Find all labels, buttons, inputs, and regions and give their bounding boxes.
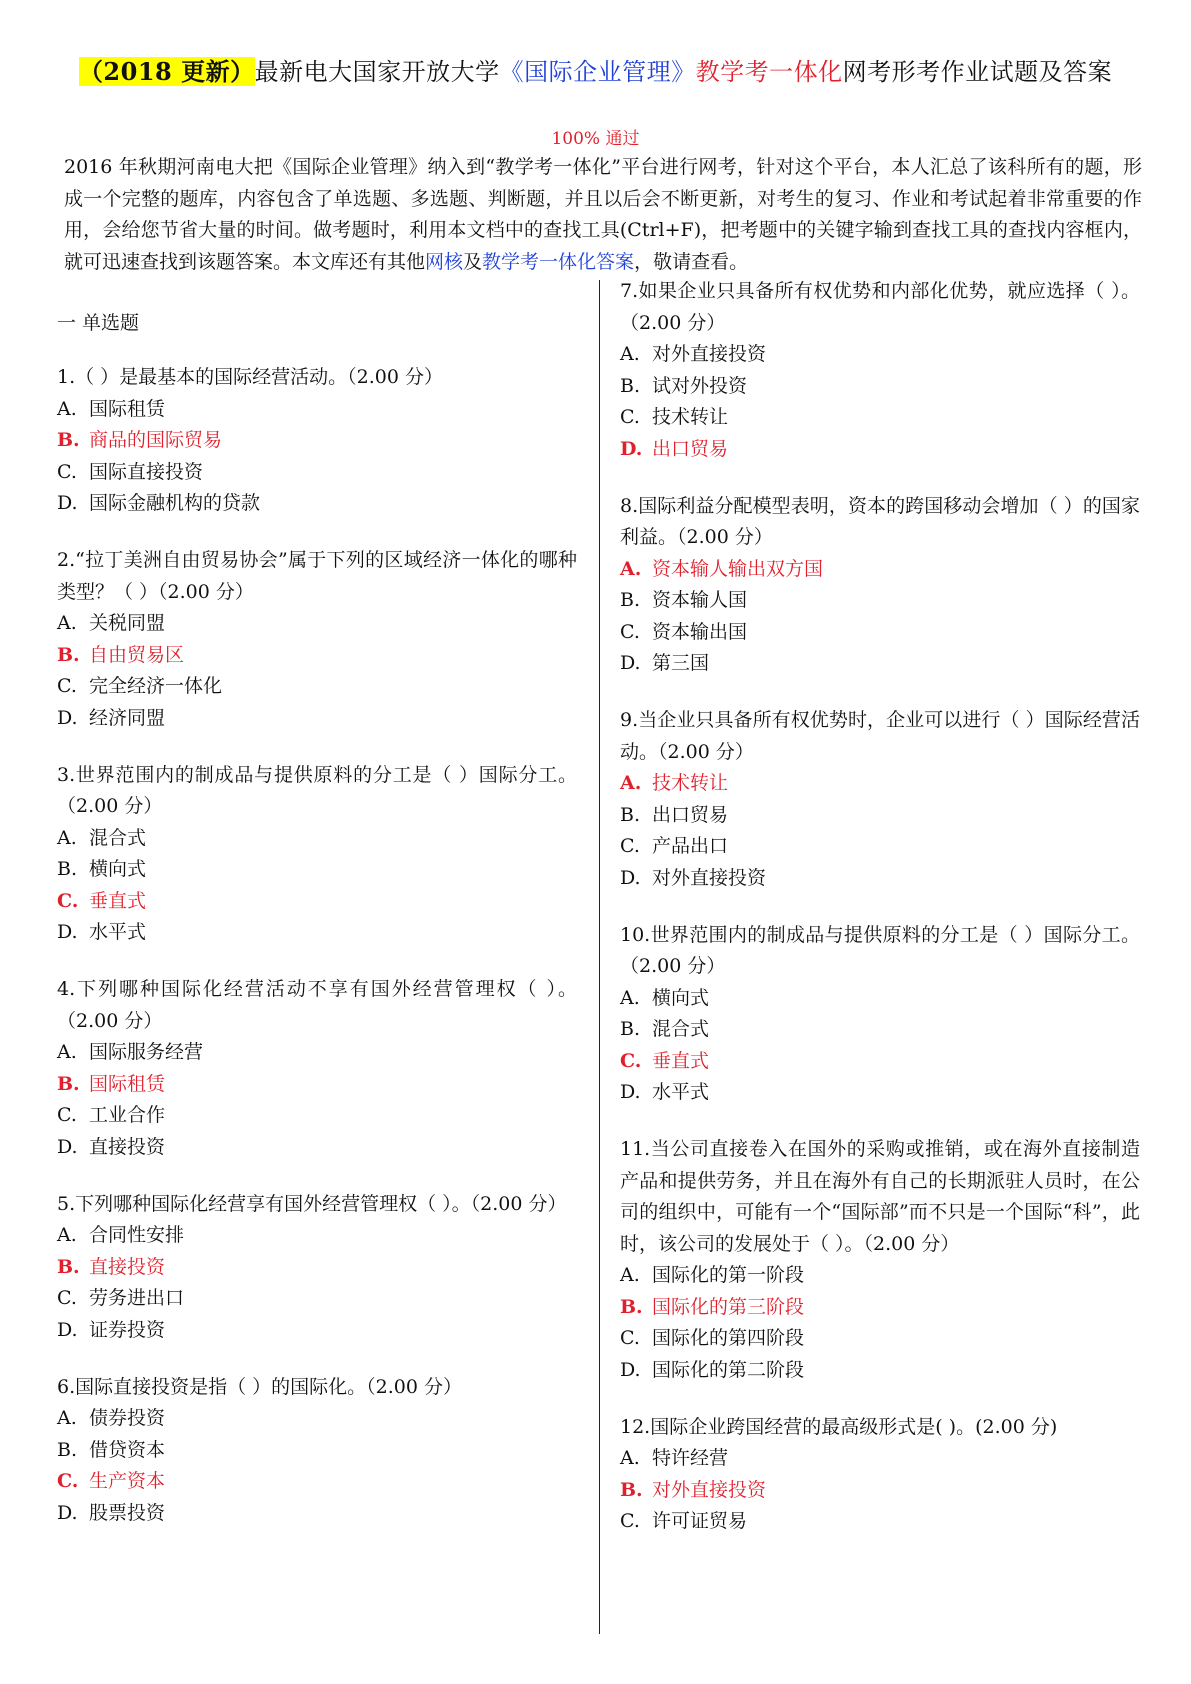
- answer-option: [57, 1498, 577, 1530]
- option-letter: B.: [57, 858, 78, 880]
- option-letter: C.: [57, 889, 79, 912]
- answer-option: [57, 608, 577, 640]
- answer-option: [57, 1283, 577, 1315]
- section-title: 一 单选题: [57, 312, 140, 334]
- option-letter: A.: [620, 1264, 640, 1286]
- intro-ending: ，敬请查看。: [634, 250, 749, 273]
- option-letter: A.: [620, 557, 642, 580]
- option-text: 对外直接投资: [652, 343, 767, 365]
- answer-option: [57, 1435, 577, 1467]
- intro-conjunction: 及: [463, 250, 483, 273]
- option-letter: B.: [620, 803, 641, 826]
- update-badge: （2018 更新）: [78, 57, 255, 86]
- option-letter: A.: [620, 343, 640, 365]
- option-letter: A.: [57, 826, 77, 849]
- option-letter: B.: [57, 429, 80, 451]
- option-text: 经济同盟: [89, 706, 166, 729]
- option-text: 出口贸易: [652, 437, 729, 460]
- option-letter: D.: [620, 437, 643, 460]
- question-stem: 11.当公司直接卷入在国外的采购或推销，或在海外直接制造产品和提供劳务，并且在海外有自己的长期派驻人员时，在公司的组织中，可能有一个“国际部”而不只是一个国际“科”，此时，该公司的发展处于（ ）。（2.00 分）: [620, 1138, 1140, 1255]
- option-text: 混合式: [89, 826, 147, 849]
- option-text: 资本输人国: [652, 589, 748, 611]
- question-stem: 3.世界范围内的制成品与提供原料的分工是（ ）国际分工。（2.00 分）: [57, 763, 577, 817]
- answer-option: [620, 648, 1140, 680]
- question: [57, 545, 577, 734]
- option-text: 资本输人输出双方国: [652, 557, 824, 580]
- option-text: 产品出口: [652, 835, 729, 857]
- option-letter: A.: [57, 397, 77, 420]
- answer-option: [57, 703, 577, 735]
- option-text: 自由贸易区: [89, 643, 185, 666]
- option-text: 横向式: [652, 986, 710, 1009]
- option-letter: D.: [57, 1501, 78, 1524]
- option-text: 国际化的第三阶段: [652, 1295, 805, 1318]
- answer-option: [620, 1443, 1140, 1475]
- option-text: 许可证贸易: [652, 1510, 748, 1532]
- option-text: 特许经营: [652, 1447, 729, 1469]
- column-divider: [599, 280, 600, 1634]
- question-stem: 9.当企业只具备所有权优势时，企业可以进行（ ）国际经营活动。（2.00 分）: [620, 709, 1140, 763]
- option-text: 对外直接投资: [652, 866, 767, 889]
- option-letter: D.: [57, 1135, 78, 1158]
- option-letter: D.: [620, 866, 641, 889]
- option-letter: B.: [620, 589, 641, 611]
- answer-option-correct: [620, 768, 1140, 800]
- option-letter: A.: [620, 986, 640, 1009]
- option-letter: A.: [620, 1447, 640, 1469]
- option-letter: B.: [620, 1478, 643, 1501]
- answer-option-correct: [57, 1252, 577, 1284]
- answer-option: [620, 800, 1140, 832]
- answer-option: [620, 339, 1140, 371]
- answer-option: [620, 617, 1140, 649]
- option-text: 垂直式: [652, 1049, 710, 1072]
- answer-option-correct: [57, 425, 577, 457]
- option-text: 工业合作: [89, 1104, 166, 1126]
- answer-option-correct: [57, 640, 577, 672]
- option-letter: A.: [57, 1407, 77, 1429]
- question: [57, 1189, 577, 1347]
- document-title: [0, 52, 1191, 87]
- question: [57, 1372, 577, 1530]
- intro-text: 2016 年秋期河南电大把《国际企业管理》纳入到“教学考一体化”平台进行网考，针对这个平台，本人汇总了该科所有的题，形成一个完整的题库，内容包含了单选题、多选题、判断题，并且以后会不断更新，对考生的复习、作业和考试起着非常重要的作用，会给您节省大量的时间。做考题时，利用本文档中的查找工具(Ctrl+F)，把考题中的关键字输到查找工具的查找内容框内，就可迅速查找到该题答案。本文库还有其他: [64, 156, 1142, 273]
- question-stem: 1.（ ）是最基本的国际经营活动。（2.00 分）: [57, 366, 444, 388]
- option-text: 国际化的第四阶段: [652, 1327, 805, 1349]
- option-letter: A.: [57, 1041, 77, 1063]
- option-text: 完全经济一体化: [89, 675, 223, 697]
- answer-option: [620, 1014, 1140, 1046]
- option-letter: D.: [620, 1081, 641, 1103]
- option-text: 试对外投资: [652, 374, 748, 397]
- answer-option: [620, 983, 1140, 1015]
- question-stem: 7.如果企业只具备所有权优势和内部化优势，就应选择（ ）。（2.00 分）: [620, 280, 1140, 334]
- question-stem: 10.世界范围内的制成品与提供原料的分工是（ ）国际分工。（2.00 分）: [620, 923, 1140, 977]
- option-text: 垂直式: [89, 889, 147, 912]
- option-letter: B.: [620, 1018, 641, 1040]
- question: [620, 276, 1140, 465]
- option-letter: B.: [57, 1438, 78, 1461]
- option-text: 国际服务经营: [89, 1041, 204, 1063]
- question-stem: 5.下列哪种国际化经营享有国外经营管理权（ ）。（2.00 分）: [57, 1192, 567, 1215]
- option-letter: C.: [620, 620, 640, 643]
- option-letter: B.: [57, 1255, 80, 1278]
- question: [620, 1134, 1140, 1386]
- answer-option-correct: [620, 554, 1140, 586]
- answer-option: [57, 457, 577, 489]
- left-column: [57, 362, 577, 1555]
- option-text: 技术转让: [652, 772, 729, 794]
- question-stem: 8.国际利益分配模型表明，资本的跨国移动会增加（ ）的国家利益。（2.00 分）: [620, 494, 1140, 548]
- option-letter: A.: [57, 1224, 77, 1246]
- option-letter: A.: [620, 772, 642, 794]
- pass-rate: 100% 通过: [551, 129, 640, 149]
- option-letter: B.: [57, 1072, 80, 1095]
- answer-option-correct: [57, 1069, 577, 1101]
- title-part1: 最新电大国家开放大学: [254, 58, 500, 86]
- question: [57, 760, 577, 949]
- option-letter: D.: [620, 652, 641, 674]
- option-letter: D.: [620, 1358, 641, 1381]
- answer-option: [620, 1506, 1140, 1538]
- option-letter: C.: [57, 1104, 77, 1126]
- answer-option: [57, 854, 577, 886]
- link-answers[interactable]: 教学考一体化答案: [482, 250, 635, 273]
- option-text: 国际直接投资: [89, 460, 204, 483]
- question: [620, 491, 1140, 680]
- question: [620, 705, 1140, 894]
- answer-option-correct: [620, 434, 1140, 466]
- question: [620, 920, 1140, 1109]
- option-text: 直接投资: [89, 1255, 166, 1278]
- intro-paragraph: [64, 152, 1142, 278]
- option-text: 资本输出国: [652, 620, 748, 643]
- answer-option: [620, 863, 1140, 895]
- option-letter: C.: [620, 1049, 642, 1072]
- answer-option: [57, 394, 577, 426]
- answer-option: [57, 1100, 577, 1132]
- question: [57, 974, 577, 1163]
- option-text: 第三国: [652, 652, 710, 674]
- option-text: 国际租赁: [89, 1072, 166, 1095]
- answer-option-correct: [57, 1466, 577, 1498]
- answer-option: [57, 1315, 577, 1347]
- link-wanghe[interactable]: 网核: [425, 250, 464, 273]
- option-text: 混合式: [652, 1018, 710, 1040]
- answer-option: [57, 1037, 577, 1069]
- option-letter: C.: [620, 406, 640, 428]
- answer-option: [57, 1132, 577, 1164]
- answer-option: [620, 831, 1140, 863]
- option-letter: C.: [57, 460, 77, 483]
- option-text: 商品的国际贸易: [89, 429, 223, 451]
- option-text: 合同性安排: [89, 1224, 185, 1246]
- answer-option: [620, 1355, 1140, 1387]
- answer-option: [620, 1260, 1140, 1292]
- answer-option: [620, 1323, 1140, 1355]
- option-text: 生产资本: [89, 1470, 166, 1492]
- answer-option-correct: [57, 886, 577, 918]
- answer-option-correct: [620, 1046, 1140, 1078]
- answer-option: [57, 917, 577, 949]
- option-letter: C.: [620, 835, 640, 857]
- option-text: 证券投资: [89, 1318, 166, 1341]
- answer-option: [57, 1220, 577, 1252]
- question-stem: 2.“拉丁美洲自由贸易协会”属于下列的区域经济一体化的哪种类型？（ ）（2.00 分）: [57, 549, 577, 603]
- answer-option: [57, 488, 577, 520]
- option-text: 直接投资: [89, 1135, 166, 1158]
- option-letter: C.: [620, 1510, 640, 1532]
- option-text: 技术转让: [652, 406, 729, 428]
- option-text: 水平式: [652, 1081, 710, 1103]
- title-platform: 教学考一体化: [695, 58, 843, 86]
- option-letter: D.: [57, 492, 78, 514]
- option-text: 国际租赁: [89, 397, 166, 420]
- option-letter: B.: [57, 643, 80, 666]
- option-text: 国际金融机构的贷款: [89, 492, 261, 514]
- option-text: 股票投资: [89, 1501, 166, 1524]
- answer-option: [620, 371, 1140, 403]
- option-letter: C.: [57, 675, 77, 697]
- answer-option-correct: [620, 1292, 1140, 1324]
- option-letter: A.: [57, 612, 77, 634]
- option-text: 国际化的第二阶段: [652, 1358, 805, 1381]
- option-text: 对外直接投资: [652, 1478, 767, 1501]
- option-text: 劳务进出口: [89, 1287, 185, 1309]
- question-stem: 6.国际直接投资是指（ ）的国际化。（2.00 分）: [57, 1375, 463, 1398]
- option-letter: D.: [57, 921, 78, 943]
- answer-option: [57, 1403, 577, 1435]
- answer-option-correct: [620, 1475, 1140, 1507]
- title-course: 《国际企业管理》: [499, 58, 696, 86]
- answer-option: [57, 823, 577, 855]
- option-letter: D.: [57, 706, 78, 729]
- option-text: 水平式: [89, 921, 147, 943]
- option-text: 债券投资: [89, 1407, 166, 1429]
- option-letter: B.: [620, 374, 641, 397]
- answer-option: [620, 402, 1140, 434]
- option-letter: D.: [57, 1318, 78, 1341]
- question: [620, 1412, 1140, 1538]
- answer-option: [620, 1077, 1140, 1109]
- question-stem: 4.下列哪种国际化经营活动不享有国外经营管理权（ ）。（2.00 分）: [57, 978, 577, 1032]
- title-part2: 网考形考作业试题及答案: [842, 58, 1113, 86]
- option-letter: B.: [620, 1295, 643, 1318]
- option-letter: C.: [57, 1287, 77, 1309]
- option-text: 出口贸易: [652, 803, 729, 826]
- option-text: 横向式: [89, 858, 147, 880]
- answer-option: [620, 585, 1140, 617]
- option-letter: C.: [57, 1470, 79, 1492]
- answer-option: [57, 671, 577, 703]
- question: [57, 362, 577, 520]
- option-text: 借贷资本: [89, 1438, 166, 1461]
- option-text: 国际化的第一阶段: [652, 1264, 805, 1286]
- question-stem: 12.国际企业跨国经营的最高级形式是( )。(2.00 分): [620, 1415, 1058, 1438]
- option-text: 关税同盟: [89, 612, 166, 634]
- option-letter: C.: [620, 1327, 640, 1349]
- right-column: [620, 276, 1140, 1563]
